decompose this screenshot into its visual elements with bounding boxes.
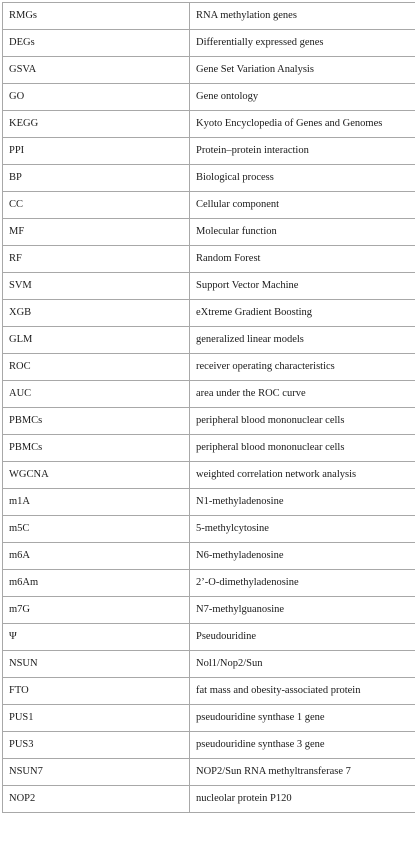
definition-cell: Differentially expressed genes bbox=[190, 30, 415, 57]
table-row bbox=[3, 246, 415, 273]
table-row bbox=[3, 462, 415, 489]
table-row bbox=[3, 381, 415, 408]
definition-cell: Support Vector Machine bbox=[190, 273, 415, 300]
table-row bbox=[3, 516, 415, 543]
definition-cell: Random Forest bbox=[190, 246, 415, 273]
abbreviation-cell: SVM bbox=[3, 273, 190, 300]
abbreviation-cell: m5C bbox=[3, 516, 190, 543]
abbreviation-cell: m6A bbox=[3, 543, 190, 570]
abbreviation-cell: GSVA bbox=[3, 57, 190, 84]
abbreviation-cell: Ψ bbox=[3, 624, 190, 651]
abbreviation-cell: MF bbox=[3, 219, 190, 246]
table-row bbox=[3, 111, 415, 138]
definition-cell: receiver operating characteristics bbox=[190, 354, 415, 381]
definition-cell: Pseudouridine bbox=[190, 624, 415, 651]
table-row bbox=[3, 327, 415, 354]
definition-cell: 5-methylcytosine bbox=[190, 516, 415, 543]
abbreviation-cell: KEGG bbox=[3, 111, 190, 138]
table-row bbox=[3, 192, 415, 219]
table-row bbox=[3, 165, 415, 192]
definition-cell: N1-methyladenosine bbox=[190, 489, 415, 516]
definition-cell: Cellular component bbox=[190, 192, 415, 219]
definition-cell: generalized linear models bbox=[190, 327, 415, 354]
definition-cell: NOP2/Sun RNA methyltransferase 7 bbox=[190, 759, 415, 786]
table-row bbox=[3, 84, 415, 111]
definition-cell: RNA methylation genes bbox=[190, 3, 415, 30]
abbreviation-cell: RMGs bbox=[3, 3, 190, 30]
table-row bbox=[3, 759, 415, 786]
definition-cell: N7-methylguanosine bbox=[190, 597, 415, 624]
abbreviation-cell: NSUN bbox=[3, 651, 190, 678]
abbreviation-cell: PBMCs bbox=[3, 435, 190, 462]
abbreviation-cell: m7G bbox=[3, 597, 190, 624]
abbreviation-cell: FTO bbox=[3, 678, 190, 705]
abbreviation-cell: WGCNA bbox=[3, 462, 190, 489]
abbreviation-cell: GO bbox=[3, 84, 190, 111]
abbreviation-cell: m6Am bbox=[3, 570, 190, 597]
abbreviation-cell: RF bbox=[3, 246, 190, 273]
definition-cell: peripheral blood mononuclear cells bbox=[190, 408, 415, 435]
table-row bbox=[3, 570, 415, 597]
table-row bbox=[3, 705, 415, 732]
table-row bbox=[3, 786, 415, 813]
abbreviation-cell: AUC bbox=[3, 381, 190, 408]
table-row bbox=[3, 543, 415, 570]
abbreviation-cell: ROC bbox=[3, 354, 190, 381]
definition-cell: eXtreme Gradient Boosting bbox=[190, 300, 415, 327]
abbreviation-cell: CC bbox=[3, 192, 190, 219]
table-row bbox=[3, 57, 415, 84]
definition-cell: pseudouridine synthase 1 gene bbox=[190, 705, 415, 732]
definition-cell: Protein–protein interaction bbox=[190, 138, 415, 165]
table-row bbox=[3, 435, 415, 462]
table-row bbox=[3, 624, 415, 651]
definition-cell: Gene Set Variation Analysis bbox=[190, 57, 415, 84]
table-row bbox=[3, 273, 415, 300]
table-row bbox=[3, 597, 415, 624]
definition-cell: N6-methyladenosine bbox=[190, 543, 415, 570]
abbreviations-table-container bbox=[2, 2, 413, 813]
abbreviation-cell: BP bbox=[3, 165, 190, 192]
definition-cell: 2’-O-dimethyladenosine bbox=[190, 570, 415, 597]
definition-cell: Molecular function bbox=[190, 219, 415, 246]
abbreviation-cell: PPI bbox=[3, 138, 190, 165]
table-row bbox=[3, 489, 415, 516]
abbreviations-table bbox=[2, 2, 415, 813]
definition-cell: weighted correlation network analysis bbox=[190, 462, 415, 489]
definition-cell: Biological process bbox=[190, 165, 415, 192]
abbreviation-cell: XGB bbox=[3, 300, 190, 327]
abbreviation-cell: PUS3 bbox=[3, 732, 190, 759]
table-row bbox=[3, 651, 415, 678]
table-row bbox=[3, 219, 415, 246]
table-row bbox=[3, 732, 415, 759]
definition-cell: Kyoto Encyclopedia of Genes and Genomes bbox=[190, 111, 415, 138]
table-row bbox=[3, 3, 415, 30]
definition-cell: fat mass and obesity-associated protein bbox=[190, 678, 415, 705]
abbreviation-cell: GLM bbox=[3, 327, 190, 354]
definition-cell: area under the ROC curve bbox=[190, 381, 415, 408]
abbreviation-cell: PBMCs bbox=[3, 408, 190, 435]
abbreviation-cell: NSUN7 bbox=[3, 759, 190, 786]
table-row bbox=[3, 408, 415, 435]
abbreviations-table-body bbox=[3, 3, 415, 813]
table-row bbox=[3, 354, 415, 381]
abbreviation-cell: DEGs bbox=[3, 30, 190, 57]
definition-cell: pseudouridine synthase 3 gene bbox=[190, 732, 415, 759]
abbreviation-cell: m1A bbox=[3, 489, 190, 516]
table-row bbox=[3, 678, 415, 705]
table-row bbox=[3, 300, 415, 327]
definition-cell: peripheral blood mononuclear cells bbox=[190, 435, 415, 462]
table-row bbox=[3, 138, 415, 165]
abbreviation-cell: NOP2 bbox=[3, 786, 190, 813]
table-row bbox=[3, 30, 415, 57]
abbreviation-cell: PUS1 bbox=[3, 705, 190, 732]
definition-cell: Gene ontology bbox=[190, 84, 415, 111]
definition-cell: Nol1/Nop2/Sun bbox=[190, 651, 415, 678]
definition-cell: nucleolar protein P120 bbox=[190, 786, 415, 813]
